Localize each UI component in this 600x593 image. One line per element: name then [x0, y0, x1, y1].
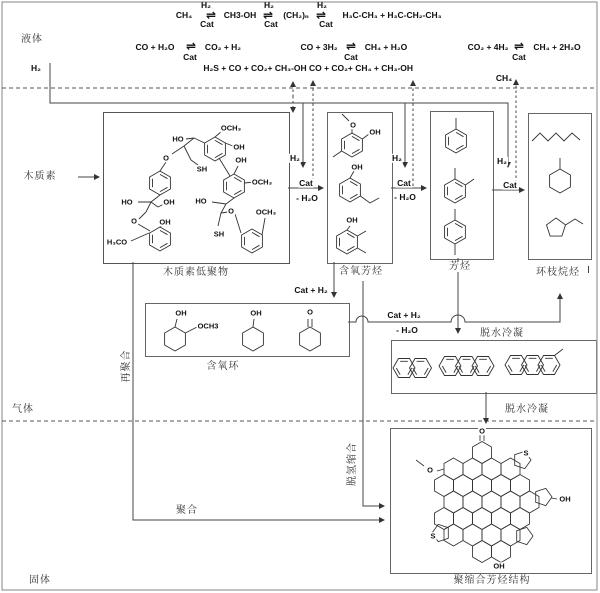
- t1-cat-label: Cat: [299, 177, 313, 188]
- t1-h2o-label: - H₂O: [296, 192, 318, 203]
- gas-species: CH3-OH: [223, 9, 257, 20]
- lignin-label: 木质素: [23, 171, 57, 182]
- gas-species: CO₂ + H₂: [204, 41, 242, 52]
- mark-i: I: [587, 265, 591, 276]
- t2-cat-label: Cat: [397, 177, 411, 188]
- substituent-label: OCH₃: [255, 207, 277, 217]
- substituent-label: OH: [159, 217, 171, 227]
- substituent-label: HO: [121, 197, 133, 207]
- dehydro-condensation-label: 脱氢缩合: [347, 442, 358, 486]
- gas-species: CO₂ + 4H₂: [467, 41, 509, 52]
- phase-label-solid: 固体: [29, 575, 51, 586]
- h2-over-arrow: H₂: [317, 0, 327, 10]
- gas-species: H₃C-CH₃ + H₃C-CH₂-CH₃: [342, 9, 442, 20]
- h2-over-arrow: H₂: [264, 0, 274, 10]
- phase-label-liquid: 液体: [21, 34, 43, 45]
- h2-feed-label: H₂: [31, 62, 41, 73]
- t3-h2-label: H₂: [497, 155, 507, 166]
- gas-species: CH₄ + 2H₂O: [533, 41, 581, 52]
- substituent-label: OH: [493, 561, 505, 571]
- offgas-label: H₂S + CO + CO₂+ CH₃-OH: [203, 62, 307, 73]
- substituent-label: O: [479, 426, 485, 436]
- caption-dehydration-bottom: 脱水冷凝: [505, 404, 549, 415]
- ring-out-cat-h2-label: Cat + H₂: [387, 309, 421, 320]
- substituent-label: O: [307, 307, 313, 317]
- t1-h2-label: H₂: [290, 152, 300, 163]
- substituent-label: SH: [196, 164, 208, 174]
- caption-cyclo-alkanes: 环枝烷烃: [536, 267, 580, 278]
- substituent-label: OCH₃: [251, 177, 273, 187]
- polymerization-label: 聚合: [176, 505, 198, 516]
- dehydration-box: [391, 340, 597, 394]
- t2-h2-label: H₂: [392, 152, 402, 163]
- h2-over-arrow: H₂: [201, 0, 211, 10]
- cat-under-arrow: Cat: [512, 51, 526, 62]
- gas-species: CH₄: [175, 9, 193, 20]
- cat-under-arrow: Cat: [319, 18, 333, 29]
- caption-condensed-aromatics: 聚缩合芳烃结构: [453, 575, 531, 586]
- caption-oxy-rings: 含氧环: [206, 361, 240, 372]
- ring-out-h2o-label: - H₂O: [396, 324, 418, 335]
- substituent-label: OH: [559, 494, 571, 504]
- cat-h2-down-label: Cat + H₂: [294, 284, 328, 295]
- substituent-label: O: [163, 153, 169, 163]
- substituent-label: HO: [195, 196, 207, 206]
- substituent-label: HO: [172, 134, 184, 144]
- substituent-label: OH: [163, 197, 175, 207]
- cat-under-arrow: Cat: [344, 51, 358, 62]
- gas-species: CH₄ + H₂O: [364, 41, 408, 52]
- t3-cat-label: Cat: [503, 179, 517, 190]
- cat-under-arrow: Cat: [183, 51, 197, 62]
- gas-species: CO + H₂O: [135, 41, 175, 52]
- lignin-oligomer-box: [103, 112, 290, 264]
- caption-aromatics: 芳烃: [449, 261, 471, 272]
- substituent-label: OCH3: [197, 321, 219, 331]
- substituent-label: OH: [351, 162, 363, 172]
- substituent-label: OH: [235, 155, 247, 165]
- aromatics-box: [430, 111, 494, 260]
- equilibrium-arrow: ⇌: [205, 8, 217, 22]
- substituent-label: O: [131, 216, 137, 226]
- equilibrium-arrow: ⇌: [185, 39, 197, 53]
- t2-h2o-label: - H₂O: [394, 191, 416, 202]
- substituent-label: OH: [233, 142, 245, 152]
- cat-under-arrow: Cat: [200, 18, 214, 29]
- substituent-label: OH: [250, 308, 262, 318]
- substituent-label: OH: [369, 127, 381, 137]
- substituent-label: OH: [175, 308, 187, 318]
- caption-oxy-aromatics: 含氧芳烃: [339, 266, 383, 277]
- substituent-label: O: [350, 120, 356, 130]
- repolymerization-label: 再聚合: [121, 349, 132, 383]
- substituent-label: OH: [346, 215, 358, 225]
- substituent-label: S: [430, 531, 436, 541]
- offgas-label: CH₄: [495, 72, 513, 83]
- oxy-aromatics-box: [327, 112, 393, 264]
- equilibrium-arrow: ⇌: [345, 39, 357, 53]
- cyclo-alkanes-box: [528, 113, 592, 260]
- phase-label-gas: 气体: [12, 404, 34, 415]
- offgas-label: CO + CO₂+ CH₄ + CH₃-OH: [308, 62, 414, 73]
- substituent-label: S: [523, 448, 529, 458]
- equilibrium-arrow: ⇌: [262, 8, 274, 22]
- gas-species: CO + 3H₂: [300, 41, 338, 52]
- substituent-label: OCH₃: [220, 123, 242, 133]
- cat-under-arrow: Cat: [264, 18, 278, 29]
- equilibrium-arrow: ⇌: [513, 39, 525, 53]
- substituent-label: SH: [213, 229, 225, 239]
- substituent-label: H₃CO: [106, 237, 128, 247]
- equilibrium-arrow: ⇌: [315, 8, 327, 22]
- caption-dehydration-top: 脱水冷凝: [480, 328, 524, 339]
- substituent-label: O: [228, 206, 234, 216]
- caption-lignin-oligomer: 木质素低聚物: [163, 267, 229, 278]
- substituent-label: O: [427, 465, 433, 475]
- gas-species: (CH₂)ₙ: [283, 9, 309, 20]
